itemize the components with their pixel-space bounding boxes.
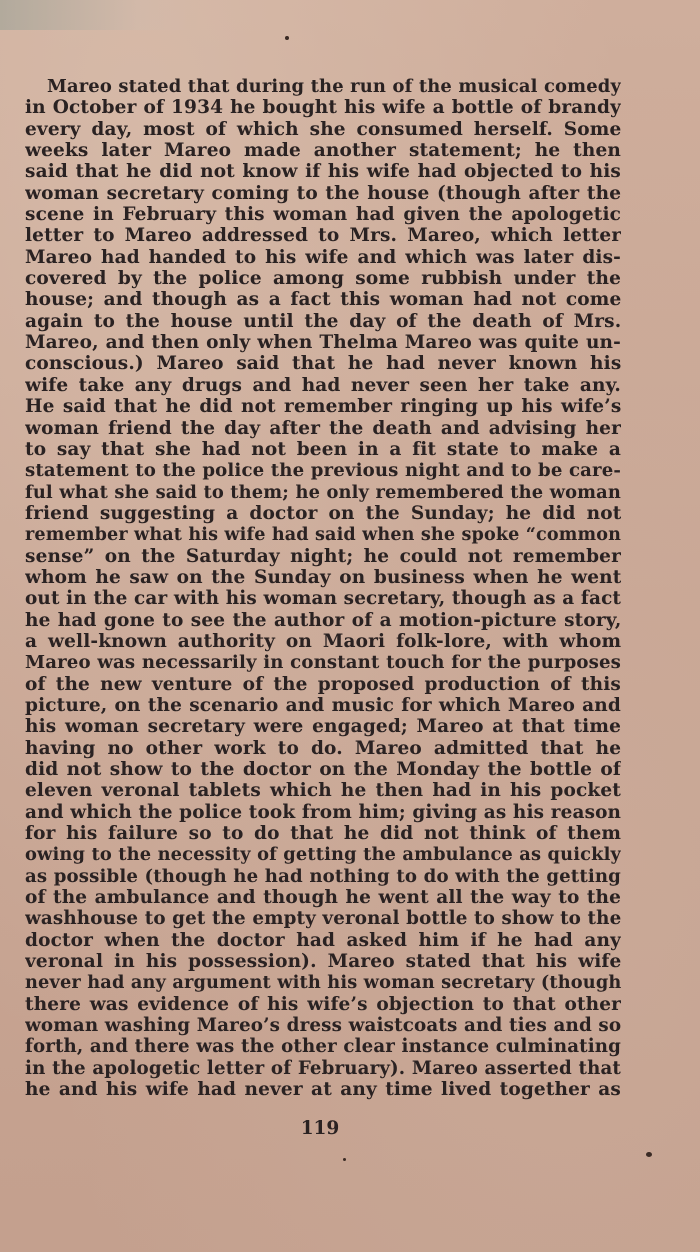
- page-number: 119: [300, 1118, 340, 1139]
- text-line: in October of 1934 he bought his wife a bottle of brandy: [25, 97, 621, 119]
- text-line: He said that he did not remember ringing up his wife’s: [25, 396, 621, 418]
- text-line: every day, most of which she consumed herself. Some: [25, 118, 621, 140]
- text-line: letter to Mareo addressed to Mrs. Mareo, which letter: [25, 225, 621, 247]
- text-line: again to the house until the day of the death of Mrs.: [25, 310, 621, 332]
- text-line: having no other work to do. Mareo admitted that he: [25, 737, 621, 759]
- body-text: [25, 76, 621, 1101]
- text-line: for his failure so to do that he did not think of them: [25, 823, 621, 845]
- text-line: to say that she had not been in a fit state to make a: [25, 438, 621, 460]
- text-line: woman washing Mareo’s dress waistcoats and ties and so: [25, 1015, 621, 1037]
- ink-speck: [285, 36, 289, 40]
- text-line: picture, on the scenario and music for which Mareo and: [25, 694, 621, 716]
- text-line: he and his wife had never at any time lived together as: [25, 1079, 621, 1101]
- text-line: owing to the necessity of getting the ambulance as quickly: [25, 844, 621, 866]
- text-line: sense” on the Saturday night; he could not remember: [25, 545, 621, 567]
- text-line: in the apologetic letter of February). Mareo asserted that: [25, 1057, 621, 1079]
- text-line: washhouse to get the empty veronal bottle to show to the: [25, 908, 621, 930]
- text-line: out in the car with his woman secretary, though as a fact: [25, 588, 621, 610]
- text-line: house; and though as a fact this woman had not come: [25, 289, 621, 311]
- text-line: he had gone to see the author of a motion-picture story,: [25, 609, 621, 631]
- text-line: eleven veronal tablets which he then had in his pocket: [25, 780, 621, 802]
- text-line: Mareo stated that during the run of the musical comedy: [47, 76, 621, 97]
- text-line: a well-known authority on Maori folk-lore, with whom: [25, 630, 621, 652]
- text-line: woman secretary coming to the house (though after the: [25, 182, 621, 204]
- text-line: conscious.) Mareo said that he had never known his: [25, 353, 621, 375]
- text-line: whom he saw on the Sunday on business when he went: [25, 566, 621, 588]
- text-line: friend suggesting a doctor on the Sunday; he did not: [25, 502, 621, 524]
- text-line: of the new venture of the proposed production of this: [25, 673, 621, 695]
- text-line: and which the police took from him; giving as his reason: [25, 801, 621, 823]
- text-line: his woman secretary were engaged; Mareo at that time: [25, 716, 621, 738]
- text-line: remember what his wife had said when she spoke “common: [25, 524, 621, 546]
- text-line: never had any argument with his woman secretary (though: [25, 972, 621, 994]
- text-line: woman friend the day after the death and advising her: [25, 417, 621, 439]
- text-line: doctor when the doctor had asked him if he had any: [25, 929, 621, 951]
- text-line: weeks later Mareo made another statement; he then: [25, 140, 621, 162]
- text-line: Mareo was necessarily in constant touch for the purposes: [25, 652, 621, 674]
- text-line: scene in February this woman had given the apologetic: [25, 204, 621, 226]
- text-line: of the ambulance and though he went all the way to the: [25, 887, 621, 909]
- text-line: Mareo, and then only when Thelma Mareo was quite un-: [25, 332, 621, 354]
- text-line: wife take any drugs and had never seen her take any.: [25, 374, 621, 396]
- text-line: statement to the police the previous night and to be care-: [25, 460, 621, 482]
- ink-speck: [343, 1158, 346, 1161]
- text-line: veronal in his possession). Mareo stated that his wife: [25, 951, 621, 973]
- text-line: as possible (though he had nothing to do with the getting: [25, 865, 621, 887]
- page-scuff-mark: [0, 0, 200, 30]
- text-line: Mareo had handed to his wife and which was later dis-: [25, 246, 621, 268]
- text-line: did not show to the doctor on the Monday the bottle of: [25, 759, 621, 780]
- text-line: forth, and there was the other clear instance culminating: [25, 1036, 621, 1058]
- text-line: there was evidence of his wife’s objection to that other: [25, 993, 621, 1015]
- text-line: ful what she said to them; he only remembered the woman: [25, 481, 621, 503]
- text-line: covered by the police among some rubbish under the: [25, 268, 621, 290]
- ink-speck: [646, 1152, 652, 1157]
- text-line: said that he did not know if his wife had objected to his: [25, 161, 621, 183]
